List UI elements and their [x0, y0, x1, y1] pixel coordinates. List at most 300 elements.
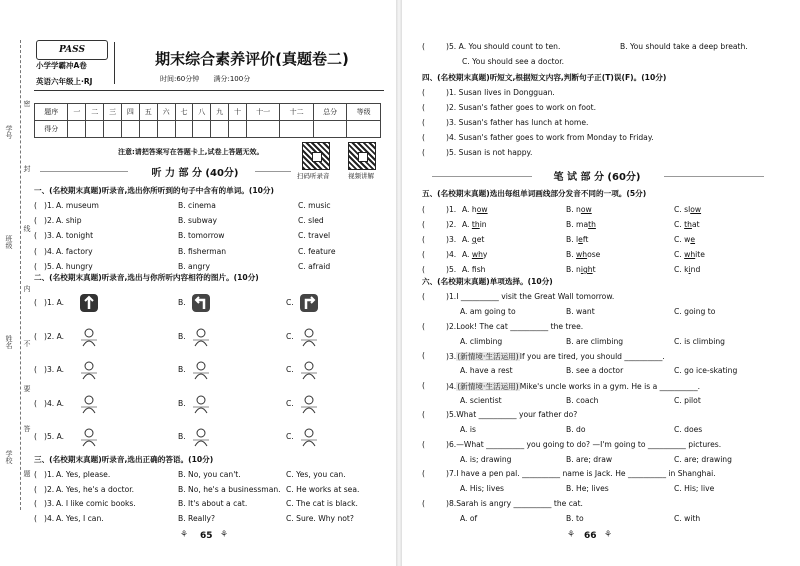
answer-paren[interactable]: ( [34, 201, 37, 210]
seal-char: 不 [23, 340, 31, 347]
option-b: B. are; draw [566, 454, 613, 464]
option-b: B. No, you can't. [178, 470, 241, 479]
answer-paren[interactable]: ( [422, 103, 425, 112]
answer-paren[interactable]: ( [422, 292, 425, 301]
score-cell[interactable] [313, 121, 346, 138]
answer-paren[interactable]: ( [422, 469, 425, 478]
option-b: B. angry [178, 261, 210, 271]
option-letter: B. [566, 205, 577, 214]
word-prefix: f [471, 265, 477, 274]
grade-label: 英语六年级上·RJ [36, 77, 93, 86]
score-cell[interactable] [347, 121, 381, 138]
item-number: )1. [44, 201, 55, 210]
answer-paren[interactable]: ( [422, 265, 425, 274]
qr-caption-listen: 扫码听录音 [297, 172, 330, 180]
turn-left-sign-icon[interactable] [190, 292, 212, 314]
boy-skateboard-icon[interactable] [190, 326, 212, 348]
answer-paren[interactable]: ( [34, 331, 37, 341]
answer-paren[interactable]: ( [34, 398, 37, 408]
word-suffix: in [479, 220, 487, 229]
exam-score: 满分:100分 [213, 75, 251, 83]
option-a: A. His; lives [460, 484, 504, 493]
option-c: C. go ice-skating [674, 366, 738, 375]
qr-code-listen[interactable] [302, 142, 330, 170]
option-b: B. do [566, 425, 586, 434]
option-c: C. [286, 331, 294, 341]
q6-title: 六、(名校期末真题)单项选择。(10分) [422, 277, 553, 286]
header-rule [34, 90, 384, 91]
score-header-cell: 等级 [347, 104, 381, 121]
option-a: A. factory [56, 246, 93, 256]
word-prefix: k [684, 265, 689, 274]
option-a [462, 205, 488, 214]
option-c: C. with [674, 513, 701, 523]
option-a: A. have a rest [460, 366, 513, 375]
option-b: B. see a doctor [566, 366, 624, 375]
option-c: C. afraid [298, 261, 331, 271]
option-b [566, 235, 588, 244]
exam-meta [160, 74, 250, 84]
option-a [462, 220, 487, 229]
answer-paren[interactable]: ( [34, 365, 37, 374]
left-page [0, 0, 398, 566]
question-stem [446, 469, 716, 478]
score-row-label: 得分 [35, 121, 68, 138]
option-c [674, 265, 700, 274]
score-header-cell: 一 [68, 104, 86, 121]
binding-label-id: 学号 [5, 125, 13, 139]
option-c [674, 205, 701, 214]
pass-logo: PASS [36, 40, 108, 60]
option-c: C. feature [298, 246, 336, 256]
boy-reading-icon[interactable] [190, 426, 212, 448]
answer-paren[interactable]: ( [422, 118, 425, 127]
item-number: )7. [446, 469, 457, 478]
underlined-part: i [688, 265, 691, 274]
answer-paren[interactable]: ( [422, 498, 425, 508]
word-prefix: n [576, 265, 581, 274]
q2-title: 二、(名校期末真题)听录音,选出与你所听内容相符的图片。(10分) [34, 273, 259, 282]
underlined-part: e [690, 235, 696, 244]
option-c: C. pilot [674, 395, 701, 405]
word-suffix: et [476, 235, 485, 244]
score-header-cell: 二 [86, 104, 104, 121]
item-number: )2. [44, 484, 55, 494]
seal-char: 要 [23, 385, 31, 392]
item-number: )1. [446, 292, 457, 301]
score-header-cell: 七 [175, 104, 193, 121]
section-rule [432, 176, 532, 178]
answer-paren[interactable]: ( [422, 410, 425, 419]
option-b: B. fisherman [178, 246, 227, 256]
q4-title: 四、(名校期末真题)听短文,根据短文内容,判断句子正(T)误(F)。(10分) [422, 73, 667, 82]
option-a: A. hungry [56, 261, 93, 271]
score-header-cell: 八 [193, 104, 211, 121]
answer-paren[interactable]: ( [422, 439, 425, 449]
item-number: )3. A. [44, 365, 65, 374]
seal-char: 线 [23, 225, 31, 232]
sprig-icon: ⚘ [567, 530, 576, 540]
cinema-seats-icon[interactable] [190, 359, 212, 381]
item-number: )3. [446, 235, 457, 244]
option-a: A. museum [56, 201, 99, 210]
option-c: C. [286, 398, 294, 408]
sprig-icon: ⚘ [220, 530, 229, 540]
option-b: B. cinema [178, 201, 216, 210]
item-number: )1. [446, 205, 457, 214]
answer-paren[interactable]: ( [422, 220, 425, 229]
question-stem [446, 499, 583, 508]
option-letter: C. [674, 235, 685, 244]
answer-paren[interactable]: ( [422, 250, 425, 259]
option-c: C. He works at sea. [286, 484, 360, 494]
boy-running-icon[interactable] [78, 326, 100, 348]
boy-swimming-icon[interactable] [298, 326, 320, 348]
seal-char: 答 [23, 425, 31, 432]
word-suffix: at [691, 220, 700, 229]
underlined-part: g [471, 235, 477, 244]
answer-paren[interactable]: ( [422, 133, 425, 142]
answer-paren[interactable]: ( [422, 235, 425, 244]
context-tag: (新情境·生活运用) [457, 381, 519, 391]
sprig-icon: ⚘ [604, 530, 613, 540]
score-cell[interactable] [193, 121, 211, 138]
item-number: )3. [446, 352, 457, 361]
option-b: B. subway [178, 216, 217, 226]
listening-section-title: 听 力 部 分 (40分) [151, 168, 239, 179]
answer-paren[interactable]: ( [422, 42, 425, 51]
section-rule [664, 176, 764, 178]
qr-caption-video: 视频讲解 [348, 172, 374, 180]
word-prefix: h [471, 205, 477, 214]
word-suffix: ite [695, 250, 705, 259]
option-letter: C. [674, 205, 685, 214]
option-b: B. are climbing [566, 336, 624, 346]
underlined-part: e [578, 235, 583, 244]
option-a: A. climbing [460, 336, 503, 346]
tf-statement: )4. Susan's father goes to work from Monday to Friday. [446, 133, 654, 142]
item-number: )5. [44, 261, 55, 271]
answer-paren[interactable]: ( [422, 148, 425, 157]
qr-code-video[interactable] [348, 142, 376, 170]
item-number: )1. A. [44, 298, 65, 307]
score-cell[interactable] [122, 121, 140, 138]
grapes-basket-icon[interactable] [298, 359, 320, 381]
q5-title: 五、(名校期末真题)选出每组单词画线部分发音不同的一项。(5分) [422, 189, 647, 198]
question-stem [446, 410, 577, 419]
option-b: B. It's about a cat. [178, 499, 248, 508]
option-b [566, 220, 596, 229]
score-cell[interactable] [280, 121, 313, 138]
score-cell[interactable] [175, 121, 193, 138]
option-b: B. coach [566, 395, 599, 405]
word-suffix: sh [476, 265, 486, 274]
turn-right-sign-icon[interactable] [298, 292, 320, 314]
family-dinner-icon[interactable] [78, 426, 100, 448]
item-number: )5. [446, 265, 457, 274]
option-a: A. is [460, 425, 476, 434]
option-b: B. [178, 398, 186, 408]
underlined-part: ow [476, 205, 488, 214]
score-header-cell: 十二 [280, 104, 313, 121]
option-c [674, 220, 700, 229]
stem-text: If you are tired, you should __________. [519, 352, 665, 361]
q3-title: 三、(名校期末真题)听录音,选出正确的答语。(10分) [34, 455, 214, 464]
option-c: C. You should see a doctor. [462, 57, 565, 66]
written-section-title: 笔 试 部 分 (60分) [553, 172, 641, 183]
underlined-part: igh [580, 265, 593, 274]
answer-paren[interactable]: ( [34, 231, 37, 241]
question-stem [446, 351, 665, 362]
option-c [674, 235, 695, 244]
question-stem [446, 381, 700, 392]
option-c: C. Yes, you can. [286, 470, 346, 479]
stem-text: Sarah is angry __________ the cat. [456, 498, 583, 508]
option-c: C. does [674, 425, 703, 434]
stem-text: I __________ visit the Great Wall tomorrow. [456, 292, 615, 301]
option-a: A. of [460, 513, 478, 523]
word-suffix: ose [587, 250, 601, 259]
score-header-cell: 十一 [246, 104, 279, 121]
option-b: B. [178, 298, 186, 307]
stethoscope-icon[interactable] [78, 359, 100, 381]
item-number: )4. A. [44, 398, 65, 408]
option-c: C. music [298, 201, 331, 210]
page-title: 期末综合素养评价(真题卷二) [155, 50, 349, 68]
item-number: )3. [44, 499, 55, 508]
item-number: )5. [446, 410, 457, 419]
option-a: A. Yes, I can. [56, 513, 104, 523]
answer-paren[interactable]: ( [422, 88, 425, 97]
option-letter: B. [566, 250, 577, 259]
word-prefix: ma [576, 220, 589, 229]
underlined-part: ow [690, 205, 702, 214]
answer-paren[interactable]: ( [34, 484, 37, 494]
page-number-left: 65 [200, 531, 213, 541]
score-header-cell: 六 [157, 104, 175, 121]
option-a: A. Yes, he's a doctor. [56, 484, 135, 494]
girl-pointing-icon[interactable] [190, 393, 212, 415]
stem-text: What __________ your father do? [456, 410, 578, 419]
boy-thinking-icon[interactable] [78, 393, 100, 415]
option-b [566, 250, 600, 259]
option-b [566, 205, 592, 214]
option-c: C. are; drawing [674, 454, 732, 464]
q3-item-5 [446, 42, 560, 51]
underlined-part: th [471, 220, 480, 229]
arrow-up-sign-icon[interactable] [78, 292, 100, 314]
option-b: B. Really? [178, 513, 216, 523]
item-number: )8. [446, 498, 457, 508]
score-cell[interactable] [157, 121, 175, 138]
score-header-cell: 九 [211, 104, 229, 121]
tf-statement: )2. Susan's father goes to work on foot. [446, 103, 597, 112]
option-letter: C. [674, 265, 685, 274]
answer-paren[interactable]: ( [34, 216, 37, 226]
option-letter: A. [462, 220, 472, 229]
option-letter: B. [566, 235, 577, 244]
option-b: B. want [566, 307, 595, 316]
option-b: B. [178, 331, 186, 341]
score-cell[interactable] [229, 121, 247, 138]
option-b: B. You should take a deep breath. [620, 42, 748, 51]
score-value-row [35, 121, 381, 138]
stem-text: —What __________ you going to do? —I'm going to __________ pictures. [456, 439, 722, 449]
option-a: A. am going to [460, 307, 516, 316]
answer-paren[interactable]: ( [422, 321, 425, 331]
word-suffix: nd [690, 265, 701, 274]
score-header-cell: 十 [229, 104, 247, 121]
option-c: C. Sure. Why not? [286, 513, 354, 523]
tf-statement: )3. Susan's father has lunch at home. [446, 118, 589, 127]
option-letter: A. [462, 205, 472, 214]
stem-text: I have a pen pal. __________ name is Jack. He __________ in Shanghai. [456, 469, 716, 478]
answer-paren[interactable]: ( [422, 380, 425, 390]
option-a [462, 250, 487, 259]
item-number: )5. [446, 42, 457, 51]
answer-paren[interactable]: ( [34, 513, 37, 523]
seal-char: 内 [23, 285, 31, 292]
section-rule [40, 171, 128, 173]
option-b: B. [178, 432, 186, 441]
seal-char: 封 [23, 165, 31, 172]
answer-paren[interactable]: ( [34, 432, 37, 441]
binding-strip [0, 0, 30, 566]
option-a: A. is; drawing [460, 454, 512, 464]
section-rule [255, 171, 291, 173]
option-letter: A. [462, 250, 472, 259]
page-number-right: 66 [584, 531, 597, 541]
option-a: A. ship [56, 216, 82, 226]
option-a: A. I like comic books. [56, 499, 136, 508]
notice-text: 注意:请把答案写在答题卡上,试卷上答题无效。 [118, 148, 264, 156]
answer-paren[interactable]: ( [34, 470, 37, 479]
option-b: B. tomorrow [178, 231, 225, 241]
score-cell[interactable] [104, 121, 122, 138]
score-header-cell: 五 [139, 104, 157, 121]
option-c: C. travel [298, 231, 331, 241]
answer-paren[interactable]: ( [422, 205, 425, 214]
answer-paren[interactable]: ( [34, 298, 37, 307]
seal-char: 题 [23, 470, 31, 477]
exam-time: 时间:60分钟 [160, 75, 200, 83]
item-number: )2. [446, 220, 457, 229]
option-letter: B. [566, 220, 577, 229]
underlined-part: wh [471, 250, 483, 259]
option-letter: A. [462, 265, 472, 274]
option-letter: C. [674, 220, 685, 229]
question-stem [446, 322, 583, 331]
option-letter: B. [566, 265, 577, 274]
option-c: C. is climbing [674, 336, 725, 346]
word-suffix: ft [582, 235, 589, 244]
score-cell[interactable] [211, 121, 229, 138]
context-tag: (新情境·生活运用) [457, 352, 519, 361]
answer-paren[interactable]: ( [422, 351, 425, 360]
option-c: C. [286, 432, 294, 441]
word-prefix: w [684, 235, 691, 244]
word-prefix: l [576, 235, 579, 244]
binding-label-class: 班级 [5, 235, 13, 249]
option-b [566, 265, 596, 274]
item-number: )4. [44, 246, 55, 256]
word-suffix: y [482, 250, 488, 259]
sprig-icon: ⚘ [180, 530, 189, 540]
stem-text: Look! The cat __________ the tree. [456, 321, 584, 331]
underlined-part: th [684, 220, 692, 229]
word-prefix: n [576, 205, 581, 214]
answer-paren[interactable]: ( [34, 246, 37, 256]
q1-title: 一、(名校期末真题)听录音,选出你所听到的句子中含有的单词。(10分) [34, 186, 274, 195]
option-b: B. to [566, 513, 584, 523]
word-prefix: sl [684, 205, 691, 214]
seal-char: 密 [23, 100, 31, 107]
score-cell[interactable] [86, 121, 104, 138]
item-number: )4. [446, 250, 457, 259]
score-cell[interactable] [139, 121, 157, 138]
score-header-cell: 题序 [35, 104, 68, 121]
header-divider [114, 42, 115, 84]
right-page [402, 0, 800, 566]
score-header-cell: 三 [104, 104, 122, 121]
stem-text: Mike's uncle works in a gym. He is a __________. [519, 381, 701, 391]
item-number: )2. [44, 216, 55, 226]
tf-statement: )1. Susan lives in Dongguan. [446, 88, 555, 97]
binding-label-name: 姓名 [5, 335, 13, 349]
option-c: C. The cat is black. [286, 499, 358, 508]
option-a: A. Yes, please. [56, 470, 111, 479]
option-b: B. He; lives [566, 484, 609, 493]
item-number: )4. [44, 513, 55, 523]
score-header-cell: 四 [122, 104, 140, 121]
score-cell[interactable] [246, 121, 279, 138]
option-a: A. You should count to ten. [458, 42, 561, 51]
option-c: C. [286, 298, 294, 307]
binding-label-school: 学校 [5, 450, 13, 464]
score-header-cell: 总分 [313, 104, 346, 121]
question-stem [446, 440, 721, 449]
cut-line [20, 40, 21, 510]
item-number: )6. [446, 439, 457, 449]
underlined-part: th [588, 220, 596, 229]
option-c: C. going to [674, 307, 716, 316]
painter-easel-icon[interactable] [298, 426, 320, 448]
option-b: B. No, he's a businessman. [178, 484, 281, 494]
item-number: )2. [446, 321, 457, 331]
option-c: C. sled [298, 216, 324, 226]
option-c: C. [286, 365, 294, 374]
answer-paren[interactable]: ( [34, 261, 37, 271]
option-a [462, 265, 485, 274]
question-stem [446, 292, 614, 301]
option-a: A. tonight [56, 231, 94, 241]
boy-face-icon[interactable] [298, 393, 320, 415]
option-c: C. His; live [674, 484, 715, 493]
option-a [462, 235, 484, 244]
option-c [674, 250, 705, 259]
score-cell[interactable] [68, 121, 86, 138]
item-number: )3. [44, 231, 55, 241]
option-a: A. scientist [460, 395, 502, 405]
underlined-part: wh [576, 250, 588, 259]
option-letter: A. [462, 235, 472, 244]
item-number: )4. [446, 381, 457, 391]
answer-paren[interactable]: ( [34, 499, 37, 508]
item-number: )2. A. [44, 331, 65, 341]
series-name: 小学学霸冲A卷 [36, 61, 87, 70]
underlined-part: ow [580, 205, 592, 214]
option-b: B. [178, 365, 186, 374]
